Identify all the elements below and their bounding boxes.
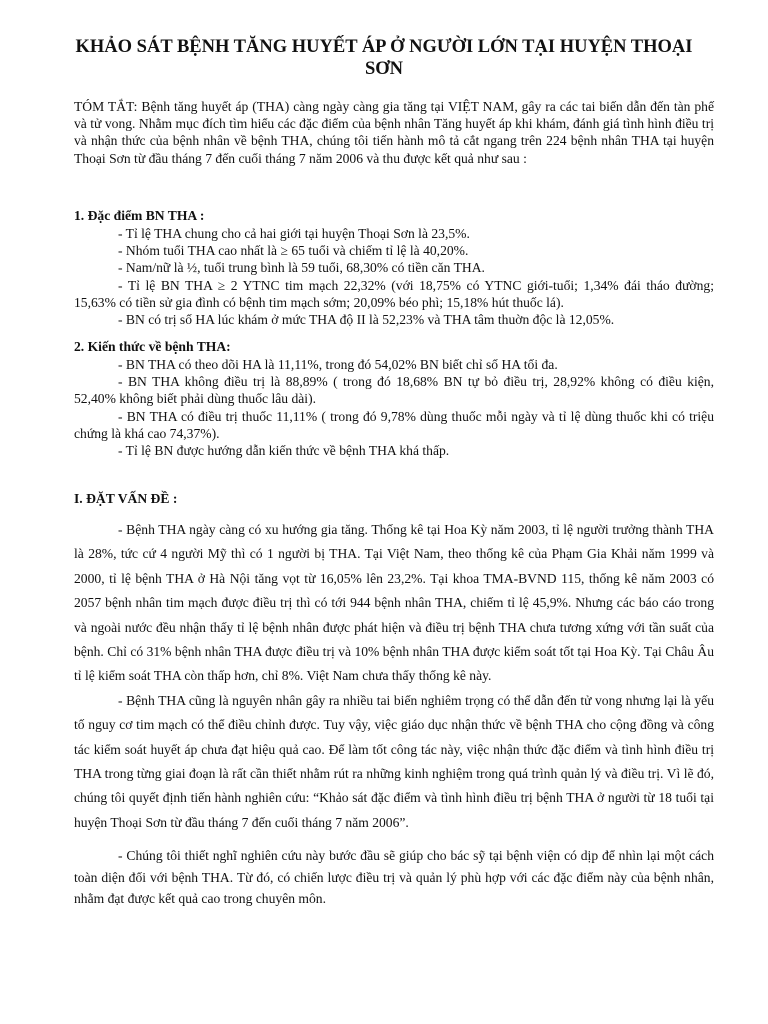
document-title: KHẢO SÁT BỆNH TĂNG HUYẾT ÁP Ở NGƯỜI LỚN TẠI HUYỆN THOẠI SƠN	[75, 37, 693, 79]
body-paragraph: - Bệnh THA cũng là nguyên nhân gây ra nhiều tai biến nghiêm trọng có thể dẫn đến tử vong nhưng lại là yếu tố nguy cơ tim mạch có thể điều chỉnh được. Tuy vậy, việc giáo dục nhận thức về bệnh THA cho cộng đồng và công tác kiểm soát huyết áp chưa đạt hiệu quả cao. Để làm tốt công tác này, việc nhận thức đặc điểm và tình hình điều trị THA trong từng giai đoạn là rất cần thiết nhằm rút ra những kinh nghiệm trong quá trình quản lý và điều trị. Vì lẽ đó, chúng tôi quyết định tiến hành nghiên cứu: “Khảo sát đặc điểm và tình hình điều trị bệnh THA ở người từ 18 tuổi tại huyện Thoại Sơn từ đầu tháng 7 đến cuối tháng 7 năm 2006”.	[74, 692, 714, 830]
body-paragraph: - Bệnh THA ngày càng có xu hướng gia tăng. Thống kê tại Hoa Kỳ năm 2003, tỉ lệ người trưởng thành THA là 28%, tức cứ 4 người Mỹ thì có 1 người bị THA. Tại Việt Nam, theo thống kê của Phạm Gia Khải năm 1999 và 2000, tỉ lệ bệnh THA ở Hà Nội tăng vọt từ 16,05% lên 23,2%. Tại khoa TMA-BVND 115, thống kê năm 2003 có 2057 bệnh nhân tim mạch được điều trị thì có tới 944 bệnh nhân THA, chiếm tỉ lệ 45,9%. Nhưng các báo cáo trong và ngoài nước đều nhận thấy tỉ lệ bệnh nhân được phát hiện và điều trị bệnh THA chưa tương xứng với tần suất của bệnh. Chỉ có 31% bệnh nhân THA được điều trị và 10% bệnh nhân THA được kiểm soát tốt tại Hoa Kỳ. Tại Châu Âu tỉ lệ kiểm soát THA còn thấp hơn, chỉ 8%. Việt Nam chưa thấy thống kê này.	[74, 522, 714, 684]
list-item: - Nhóm tuổi THA cao nhất là ≥ 65 tuổi và chiếm tỉ lệ là 40,20%.	[118, 243, 469, 259]
list-item: - Tỉ lệ BN THA ≥ 2 YTNC tim mạch 22,32% (với 18,75% có YTNC giới-tuổi; 1,34% đái tháo đường; 15,63% có tiền sử gia đình có bệnh tim mạch sớm; 20,09% béo phì; 15,18% hút thuốc lá).	[74, 277, 714, 310]
section-introduction	[74, 490, 714, 910]
section-characteristics	[74, 207, 714, 328]
list-item: - BN THA không điều trị là 88,89% ( trong đó 18,68% BN tự bỏ điều trị, 28,92% không có điều kiện, 52,40% không biết phải dùng thuốc lâu dài).	[74, 374, 714, 407]
list-item: - BN có trị số HA lúc khám ở mức THA độ II là 52,23% và THA tâm thuờn độc là 12,05%.	[118, 312, 615, 328]
list-item: - Nam/nữ là ½, tuổi trung bình là 59 tuổi, 68,30% có tiền căn THA.	[118, 260, 485, 276]
body-paragraph: - Chúng tôi thiết nghĩ nghiên cứu này bước đầu sẽ giúp cho bác sỹ tại bệnh viện có dịp để nhìn lại một cách toàn diện đối với bệnh THA. Từ đó, có chiến lược điều trị và quản lý phù hợp với các đặc điểm này của bệnh nhân, nhằm đạt được kết quả cao trong chuyên môn.	[74, 848, 714, 907]
section-heading: 1. Đặc điểm BN THA :	[74, 208, 205, 223]
list-item: - BN THA có theo dõi HA là 11,11%, trong đó 54,02% BN biết chỉ số HA tối đa.	[118, 357, 558, 372]
section-knowledge	[74, 338, 714, 459]
section-heading: I. ĐẶT VẤN ĐỀ :	[74, 491, 178, 506]
list-item: - BN THA có điều trị thuốc 11,11% ( trong đó 9,78% dùng thuốc mỗi ngày và tỉ lệ dùng thuốc khi có triệu chứng là khá cao 74,37%).	[74, 408, 714, 441]
abstract-paragraph: TÓM TẮT: Bệnh tăng huyết áp (THA) càng ngày càng gia tăng tại VIỆT NAM, gây ra các tai biến dẫn đến tàn phế và tử vong. Nhằm mục đích tìm hiểu các đặc điểm của bệnh nhân Tăng huyết áp khi khám, đánh giá tình hình điều trị và nhận thức của bệnh nhân về bệnh THA, chúng tôi tiến hành mô tả cắt ngang trên 224 bệnh nhân THA tại huyện Thoại Sơn từ đầu tháng 7 đến cuối tháng 7 năm 2006 và thu được kết quả như sau :	[74, 99, 714, 166]
list-item: - Tỉ lệ THA chung cho cả hai giới tại huyện Thoại Sơn là 23,5%.	[118, 226, 470, 241]
section-heading: 2. Kiến thức về bệnh THA:	[74, 339, 231, 354]
list-item: - Tỉ lệ BN được hướng dẫn kiến thức về bệnh THA khá thấp.	[118, 443, 450, 459]
